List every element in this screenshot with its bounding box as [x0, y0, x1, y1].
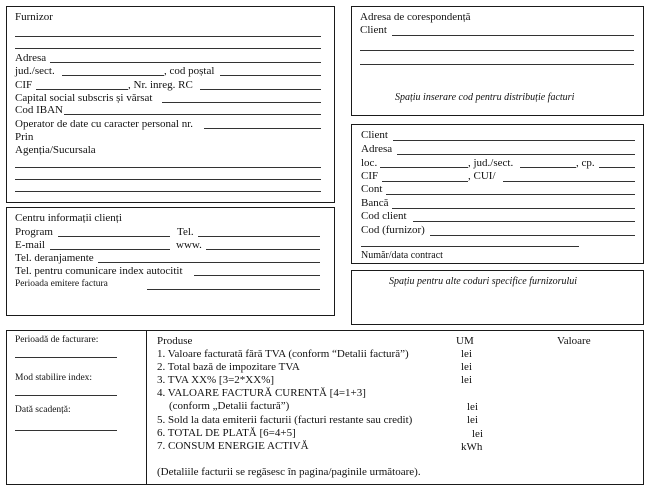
- client-jud-label: , jud./sect.: [468, 157, 514, 169]
- furnizor-adresa-line: [50, 62, 321, 63]
- info-deranjamente-line: [98, 262, 320, 263]
- perioada-facturare-line: [15, 357, 117, 358]
- furnizor-jud-line: [62, 75, 164, 76]
- furnizor-operator-label: Operator de date cu caracter personal nr.: [15, 118, 194, 130]
- furnizor-cif-line: [36, 89, 128, 90]
- client-nr-contract-label: Număr/data contract: [361, 250, 443, 261]
- client-cp-label: , cp.: [576, 157, 595, 169]
- alte-coduri-note: Spațiu pentru alte coduri specifice furnizorului: [389, 276, 578, 287]
- client-cod-furnizor-label: Cod (furnizor): [361, 224, 425, 236]
- info-email-label: E-mail: [15, 239, 45, 251]
- corespondenta-client-label: Client: [360, 24, 387, 36]
- valoare-header: Valoare: [557, 335, 591, 347]
- row-label: 4. VALOARE FACTURĂ CURENTĂ [4=1+3]: [157, 387, 366, 399]
- row-um: lei: [461, 374, 472, 386]
- client-client-line: [393, 140, 635, 141]
- client-line: [361, 246, 579, 247]
- info-title: Centru informații clienți: [15, 212, 122, 224]
- corespondenta-line: [360, 64, 634, 65]
- client-jud-line: [520, 167, 576, 168]
- info-tel-label: Tel.: [177, 226, 194, 238]
- info-email-line: [50, 249, 170, 250]
- furnizor-line: [15, 167, 321, 168]
- client-cod-client-line: [413, 221, 635, 222]
- row-um: lei: [461, 348, 472, 360]
- client-loc-label: loc.: [361, 157, 378, 169]
- client-cif-line: [382, 181, 468, 182]
- row-um: lei: [467, 401, 478, 413]
- row-label: 6. TOTAL DE PLATĂ [6=4+5]: [157, 427, 296, 439]
- mod-stabilire-label: Mod stabilire index:: [15, 373, 93, 383]
- data-scadenta-label: Dată scadență:: [15, 405, 71, 415]
- furnizor-cod-postal-line: [220, 75, 321, 76]
- row-um: lei: [467, 414, 478, 426]
- info-perioada-label: Perioada emitere factura: [15, 279, 108, 289]
- perioada-facturare-label: Perioadă de facturare:: [15, 335, 99, 345]
- furnizor-agentia-label: Agenția/Sucursala: [15, 144, 96, 156]
- client-adresa-line: [397, 154, 635, 155]
- furnizor-line: [15, 36, 321, 37]
- client-banca-label: Bancă: [361, 197, 389, 209]
- table-footer-note: (Detaliile facturii se regăsesc în pagina/paginile următoare).: [157, 466, 421, 478]
- client-cod-client-label: Cod client: [361, 210, 407, 222]
- client-loc-line: [380, 167, 468, 168]
- furnizor-line: [15, 191, 321, 192]
- corespondenta-client-line: [392, 35, 634, 36]
- furnizor-line: [15, 179, 321, 180]
- furnizor-operator-line: [204, 128, 321, 129]
- corespondenta-line: [360, 50, 634, 51]
- data-scadenta-line: [15, 430, 117, 431]
- client-cod-furnizor-line: [430, 235, 635, 236]
- row-label: 5. Sold la data emiterii facturii (facturi restante sau credit): [157, 414, 413, 426]
- corespondenta-note: Spațiu inserare cod pentru distribuție facturi: [395, 92, 575, 103]
- client-client-label: Client: [361, 129, 388, 141]
- info-perioada-line: [147, 289, 320, 290]
- furnizor-adresa-label: Adresa: [15, 52, 47, 64]
- mod-stabilire-line: [15, 395, 117, 396]
- row-label: 7. CONSUM ENERGIE ACTIVĂ: [157, 440, 309, 452]
- furnizor-prin-label: Prin: [15, 131, 34, 143]
- produse-header: Produse: [157, 335, 193, 347]
- client-cp-line: [599, 167, 635, 168]
- info-autocitit-line: [194, 275, 320, 276]
- furnizor-jud-label: jud./sect.: [15, 65, 55, 77]
- furnizor-capital-line: [162, 102, 321, 103]
- info-www-label: www.: [176, 239, 202, 251]
- info-program-label: Program: [15, 226, 53, 238]
- furnizor-iban-line: [64, 114, 321, 115]
- row-label: 1. Valoare facturată fără TVA (conform “Detalii factură”): [157, 348, 409, 360]
- furnizor-title: Furnizor: [15, 11, 53, 23]
- client-banca-line: [392, 208, 635, 209]
- client-adresa-label: Adresa: [361, 143, 393, 155]
- info-tel-line: [198, 236, 320, 237]
- furnizor-nr-inreg-label: , Nr. inreg. RC: [128, 79, 193, 91]
- furnizor-line: [15, 48, 321, 49]
- furnizor-nr-inreg-line: [200, 89, 321, 90]
- info-autocitit-label: Tel. pentru comunicare index autocitit: [15, 265, 183, 277]
- client-cif-label: CIF: [361, 170, 379, 182]
- row-label: 2. Total bază de impozitare TVA: [157, 361, 300, 373]
- client-cont-line: [386, 194, 635, 195]
- row-label: 3. TVA XX% [3=2*XX%]: [157, 374, 275, 386]
- row-um: kWh: [461, 441, 483, 453]
- row-um: lei: [472, 428, 483, 440]
- client-cui-label: , CUI/: [468, 170, 496, 182]
- info-www-line: [206, 249, 320, 250]
- info-program-line: [58, 236, 170, 237]
- client-cont-label: Cont: [361, 183, 383, 195]
- info-deranjamente-label: Tel. deranjamente: [15, 252, 94, 264]
- row-label: (conform „Detalii factură”): [169, 400, 290, 412]
- furnizor-iban-label: Cod IBAN: [15, 104, 63, 116]
- furnizor-cif-label: CIF: [15, 79, 33, 91]
- furnizor-capital-label: Capital social subscris și vărsat: [15, 92, 153, 104]
- bottom-table-divider: [146, 330, 147, 485]
- client-cui-line: [503, 181, 635, 182]
- corespondenta-title: Adresa de corespondență: [360, 11, 471, 23]
- row-um: lei: [461, 361, 472, 373]
- um-header: UM: [456, 335, 474, 347]
- furnizor-cod-postal-label: , cod poștal: [164, 65, 215, 77]
